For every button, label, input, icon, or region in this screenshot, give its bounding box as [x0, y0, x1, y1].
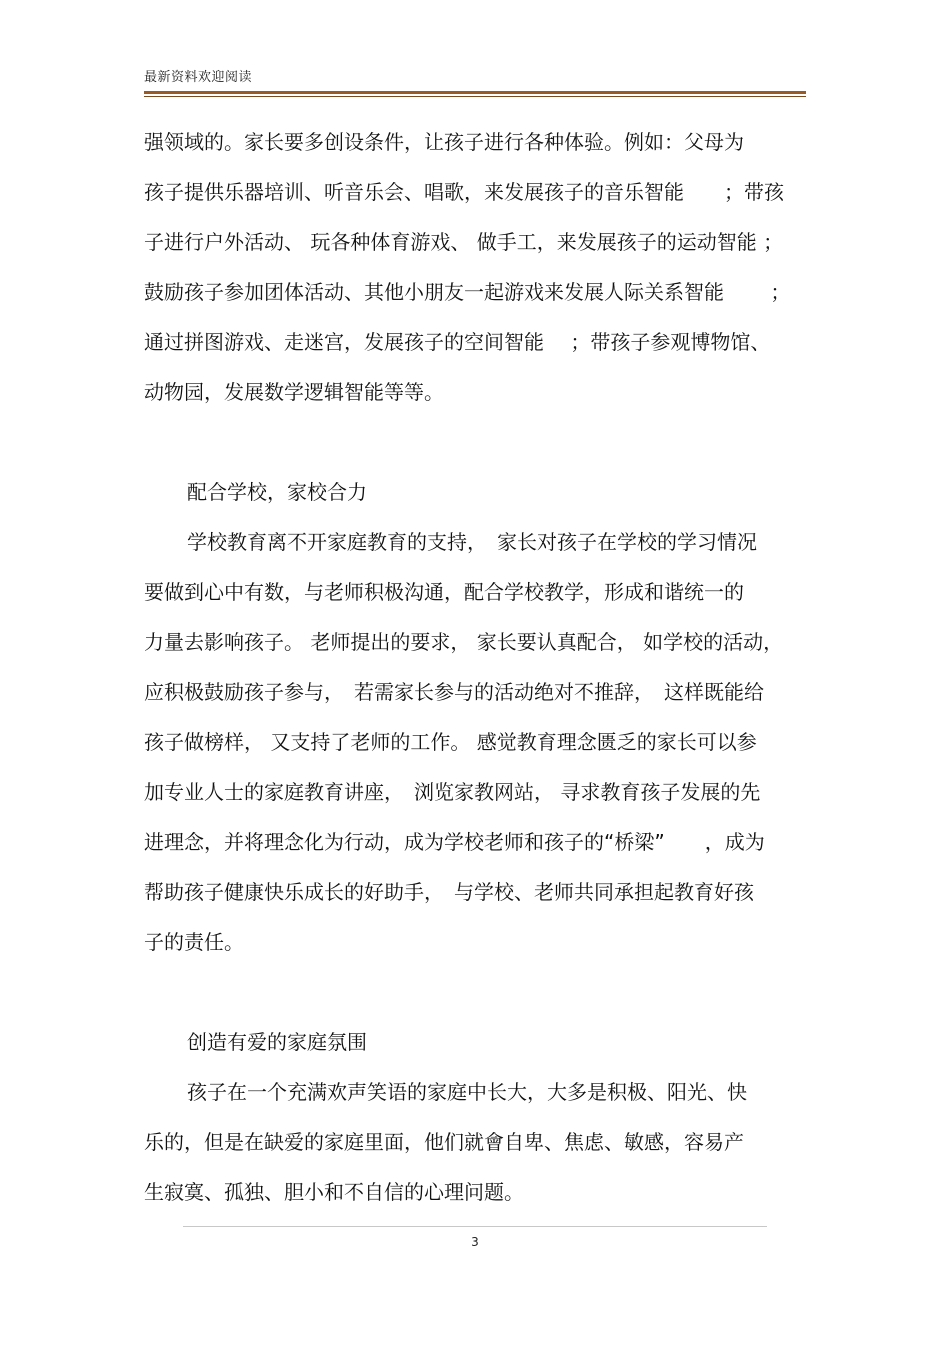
section-heading: 配合学校，家校合力 [187, 480, 367, 504]
body-line: 帮助孩子健康快乐成长的好助手， 与学校、老师共同承担起教育好孩 [144, 880, 754, 904]
body-line: 生寂寞、孤独、胆小和不自信的心理问题。 [144, 1180, 524, 1204]
page-number: 3 [471, 1235, 479, 1249]
body-line: 子进行户外活动、 玩各种体育游戏、 做手工，来发展孩子的运动智能 ； [144, 230, 784, 254]
body-line: 学校教育离不开家庭教育的支持， 家长对孩子在学校的学习情况 [187, 530, 757, 554]
body-line: 进理念，并将理念化为行动，成为学校老师和孩子的“桥梁” ，成为 [144, 830, 765, 854]
header-text: 最新资料欢迎阅读 [144, 70, 253, 85]
body-line: 加专业人士的家庭教育讲座， 浏览家教网站， 寻求教育孩子发展的先 [144, 780, 761, 804]
body-line: 强领域的。家长要多创设条件，让孩子进行各种体验。例如：父母为 [144, 130, 744, 154]
body-line: 动物园，发展数学逻辑智能等等。 [144, 380, 444, 404]
body-line: 子的责任。 [144, 930, 244, 954]
body-line: 孩子提供乐器培训、听音乐会、唱歌，来发展孩子的音乐智能 ；带孩 [144, 180, 784, 204]
section-heading: 创造有爱的家庭氛围 [187, 1030, 367, 1054]
body-line: 孩子在一个充满欢声笑语的家庭中长大，大多是积极、阳光、快 [187, 1080, 747, 1104]
body-line: 乐的，但是在缺爱的家庭里面，他们就會自卑、焦虑、敏感，容易产 [144, 1130, 744, 1154]
footer-rule [183, 1226, 767, 1227]
body-line: 孩子做榜样， 又支持了老师的工作。 感觉教育理念匮乏的家长可以参 [144, 730, 757, 754]
body-line: 力量去影响孩子。 老师提出的要求， 家长要认真配合， 如学校的活动， [144, 630, 784, 654]
header-rule-thick [144, 91, 806, 94]
body-line: 要做到心中有数，与老师积极沟通，配合学校教学，形成和谐统一的 [144, 580, 744, 604]
body-line: 鼓励孩子参加团体活动、其他小朋友一起游戏来发展人际关系智能 ； [144, 280, 791, 304]
header-rule-thin [144, 96, 806, 97]
body-line: 通过拼图游戏、走迷宫，发展孩子的空间智能 ；带孩子参观博物馆、 [144, 330, 771, 354]
body-line: 应积极鼓励孩子参与， 若需家长参与的活动绝对不推辞， 这样既能给 [144, 680, 764, 704]
